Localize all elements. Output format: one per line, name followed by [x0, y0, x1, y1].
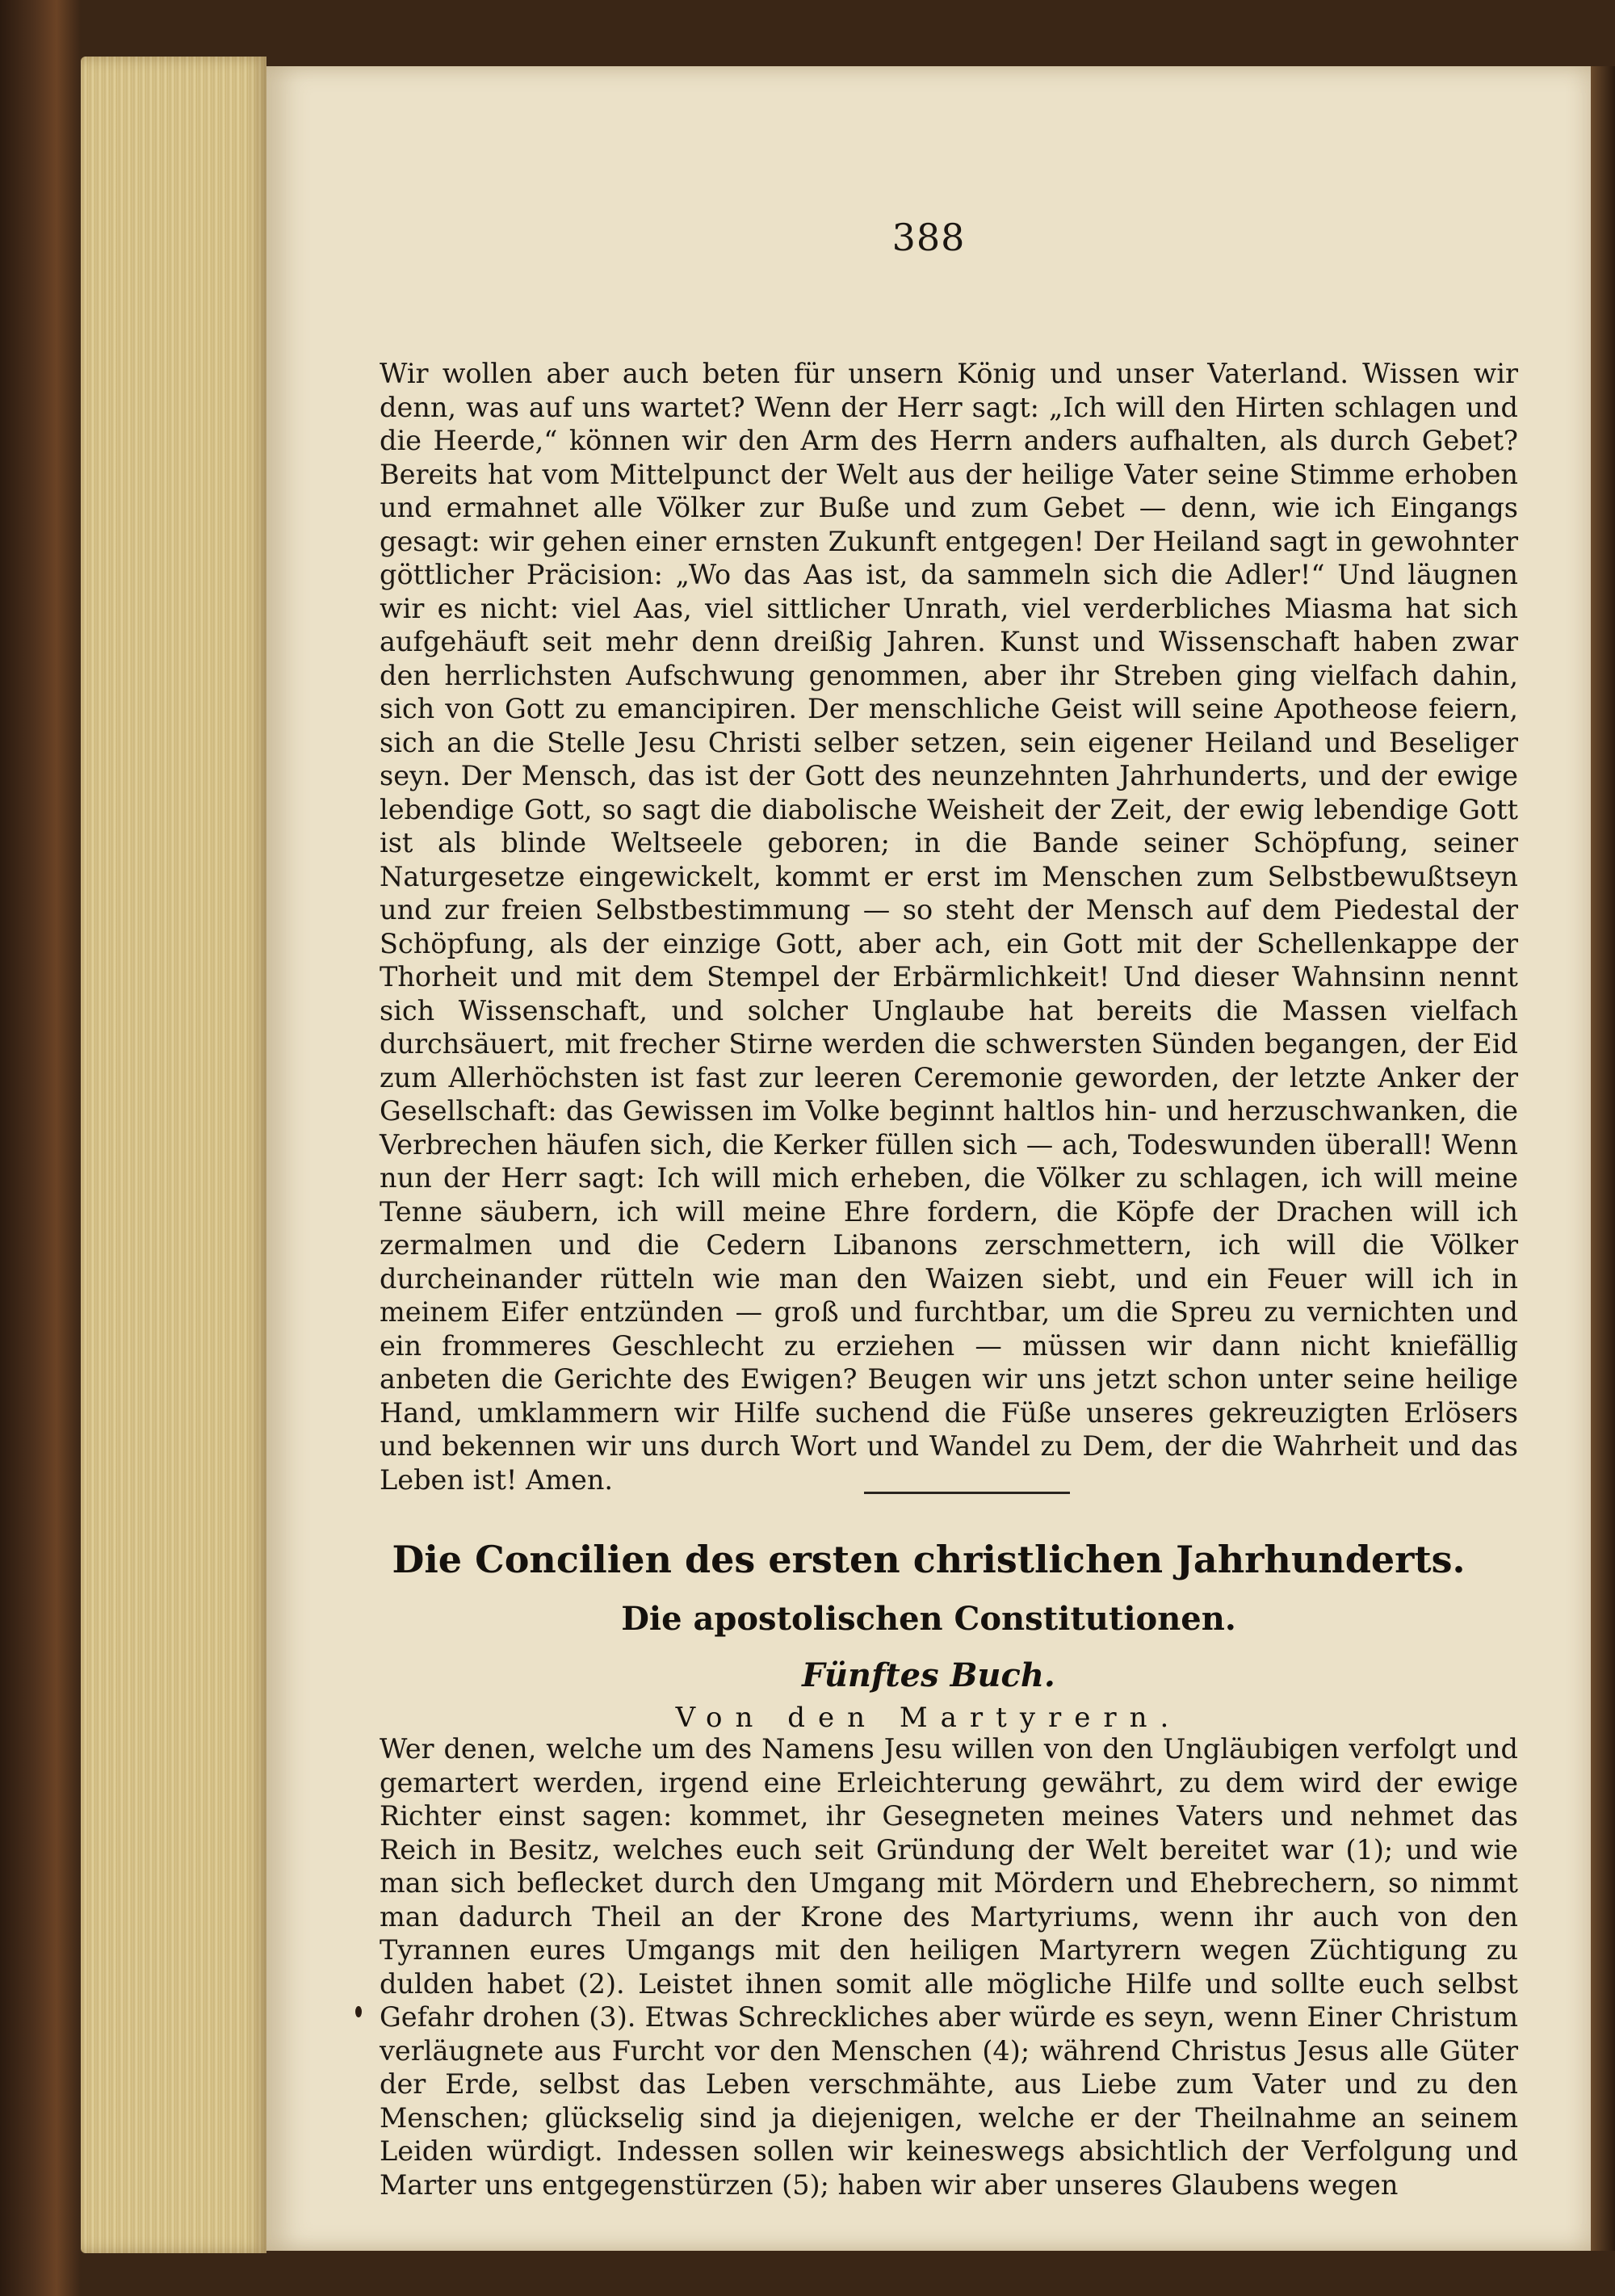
ink-speck	[355, 2006, 362, 2017]
page-number: 388	[891, 216, 966, 259]
book-cover-edge	[1591, 66, 1615, 2251]
book-page-edges	[81, 57, 266, 2253]
body-paragraph-1: Wir wollen aber auch beten für unsern König und unser Vaterland. Wissen wir denn, was auf uns wartet? Wenn der Herr sagt: „Ich will den Hirten schlagen und die Heerde,“ können wir den Arm des Herrn anders aufhalten, als durch Gebet? Bereits hat vom Mittelpunct der Welt aus der heilige Vater seine Stimme erhoben und ermahnet alle Völker zur Buße und zum Gebet — denn, wie ich Eingangs gesagt: wir gehen einer ernsten Zukunft entgegen! Der Heiland sagt in gewohnter göttlicher Präcision: „Wo das Aas ist, da sammeln sich die Adler!“ Und läugnen wir es nicht: viel Aas, viel sittlicher Unrath, viel verderbliches Miasma hat sich aufgehäuft seit mehr denn dreißig Jahren. Kunst und Wissenschaft haben zwar den herrlichsten Aufschwung genommen, aber ihr Streben ging vielfach dahin, sich von Gott zu emancipiren. Der menschliche Geist will seine Apotheose feiern, sich an die Stelle Jesu Christi selber setzen, sein eigener Heiland und Beseliger seyn. Der Mensch, das ist der Gott des neunzehnten Jahrhunderts, und der ewige lebendige Gott, so sagt die diabolische Weisheit der Zeit, der ewig lebendige Gott ist als blinde Weltseele geboren; in die Bande seiner Schöpfung, seiner Naturgesetze eingewickelt, kommt er erst im Menschen zum Selbstbewußtseyn und zur freien Selbstbestimmung — so steht der Mensch auf dem Piedestal der Schöpfung, als der einzige Gott, aber ach, ein Gott mit der Schellenkappe der Thorheit und mit dem Stempel der Erbärmlichkeit! Und dieser Wahnsinn nennt sich Wissenschaft, und solcher Unglaube hat bereits die Massen vielfach durchsäuert, mit frecher Stirne werden die schwersten Sünden begangen, der Eid zum Allerhöchsten ist fast zur leeren Ceremonie geworden, der letzte Anker der Gesellschaft: das Gewissen im Volke beginnt haltlos hin- und herzuschwanken, die Verbrechen häufen sich, die Kerker füllen sich — ach, Todeswunden überall! Wenn nun der Herr sagt: Ich will mich erheben, die Völker zu schlagen, ich will meine Tenne säubern, ich will meine Ehre fordern, die Köpfe der Drachen will ich zermalmen und die Cedern Libanons zerschmettern, ich will die Völker durcheinander rütteln wie man den Waizen siebt, und ein Feuer will ich in meinem Eifer entzünden — groß und furchtbar, um die Spreu zu vernichten und ein frommeres Geschlecht zu erziehen — müssen wir dann nicht kniefällig anbeten die Gerichte des Ewigen? Beugen wir uns jetzt schon unter seine heilige Hand, umklammern wir Hilfe suchend die Füße unseres gekreuzigten Erlösers und bekennen wir uns durch Wort und Wandel zu Dem, der die Wahrheit und das Leben ist! Amen.	[380, 358, 1518, 1496]
chapter-subheading: Die apostolischen Constitutionen.	[621, 1600, 1236, 1638]
section-divider	[864, 1492, 1070, 1494]
chapter-heading: Die Concilien des ersten christlichen Jahrhunderts.	[392, 1538, 1466, 1581]
section-heading: Von den Martyrern.	[675, 1702, 1182, 1734]
book-heading: Fünftes Buch.	[802, 1656, 1055, 1694]
body-paragraph-2: Wer denen, welche um des Namens Jesu willen von den Ungläubigen verfolgt und gemartert werden, irgend eine Erleichterung gewährt, zu dem wird der ewige Richter einst sagen: kommet, ihr Gesegneten meines Vaters und nehmet das Reich in Besitz, welches euch seit Gründung der Welt bereitet war (1); und wie man sich beflecket durch den Umgang mit Mördern und Ehebrechern, so nimmt man dadurch Theil an der Krone des Martyriums, wenn ihr auch von den Tyrannen eures Umgangs mit den heiligen Martyrern wegen Züchtigung zu dulden habet (2). Leistet ihnen somit alle mögliche Hilfe und sollte euch selbst Gefahr drohen (3). Etwas Schreckliches aber würde es seyn, wenn Einer Christum verläugnete aus Furcht vor den Menschen (4); während Christus Jesus alle Güter der Erde, selbst das Leben verschmähte, aus Liebe zum Vater und zu den Menschen; glückselig sind ja diejenigen, welche er der Theilnahme an seinem Leiden würdigt. Indessen sollen wir keineswegs absichtlich der Verfolgung und Marter uns entgegenstürzen (5); haben wir aber unseres Glaubens wegen	[380, 1733, 1518, 2201]
book-page	[266, 66, 1591, 2251]
